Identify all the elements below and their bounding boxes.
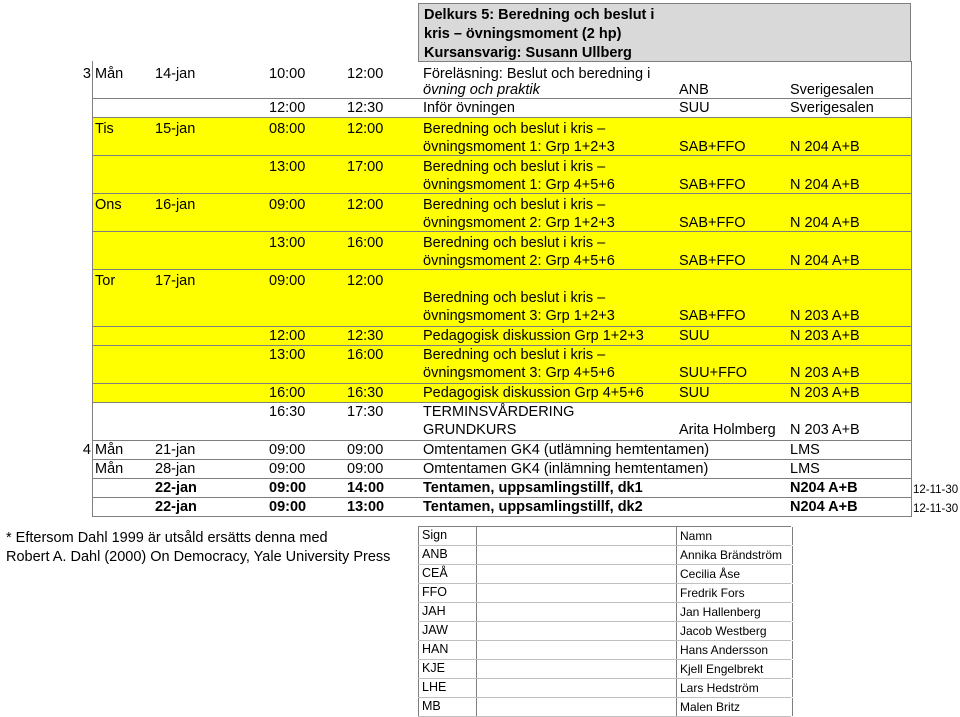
activity-line1: Inför övningen — [423, 100, 515, 116]
room-cell: LMS — [790, 442, 820, 458]
teacher-cell: Arita Holmberg — [679, 422, 776, 438]
legend-sign: CEÅ — [422, 566, 448, 580]
day-cell: Mån — [95, 66, 124, 82]
schedule-row — [92, 99, 912, 118]
legend-row — [418, 622, 791, 641]
activity-line1: Tentamen, uppsamlingstillf, dk1 — [423, 480, 643, 496]
legend-name: Fredrik Fors — [680, 586, 745, 600]
teacher-cell: SAB+FFO — [679, 139, 746, 155]
legend-sign: JAH — [422, 604, 446, 618]
activity-line2: övningsmoment 3: Grp 1+2+3 — [423, 308, 615, 324]
room-cell: Sverigesalen — [790, 82, 874, 98]
schedule-row — [92, 156, 912, 194]
legend-sign: HAN — [422, 642, 449, 656]
end-time: 12:30 — [347, 100, 384, 116]
activity-line1: Beredning och beslut i kris – — [423, 290, 606, 306]
activity-line2: övningsmoment 1: Grp 1+2+3 — [423, 139, 615, 155]
legend-row — [418, 546, 791, 565]
end-time: 12:00 — [347, 273, 384, 289]
legend-name: Jan Hallenberg — [680, 605, 761, 619]
start-time: 09:00 — [269, 273, 306, 289]
room-cell: N 204 A+B — [790, 139, 860, 155]
activity-line2: övningsmoment 2: Grp 1+2+3 — [423, 215, 615, 231]
end-time: 16:30 — [347, 385, 384, 401]
schedule-row — [92, 232, 912, 270]
schedule-row — [92, 118, 912, 156]
start-time: 13:00 — [269, 159, 306, 175]
legend-row — [418, 584, 791, 603]
schedule-row — [92, 498, 959, 517]
room-cell: N204 A+B — [790, 480, 858, 496]
activity-line1: Beredning och beslut i kris – — [423, 347, 606, 363]
footnote — [6, 529, 390, 567]
date-cell: 17-jan — [155, 273, 196, 289]
schedule-row — [92, 479, 959, 498]
start-time: 09:00 — [269, 480, 307, 496]
legend-name: Annika Brändström — [680, 548, 783, 562]
activity-line1: Pedagogisk diskussion Grp 4+5+6 — [423, 385, 644, 401]
end-time: 12:00 — [347, 197, 384, 213]
room-cell: N 203 A+B — [790, 308, 860, 324]
legend-header-row — [418, 527, 791, 546]
start-time: 09:00 — [269, 197, 306, 213]
start-time: 16:00 — [269, 385, 306, 401]
activity-line2: övning och praktik — [423, 82, 540, 98]
room-cell: N 203 A+B — [790, 328, 860, 344]
legend-row — [418, 698, 791, 717]
activity-line1: Beredning och beslut i kris – — [423, 197, 606, 213]
end-time: 09:00 — [347, 461, 384, 477]
activity-line2: GRUNDKURS — [423, 422, 517, 438]
room-cell: N 204 A+B — [790, 253, 860, 269]
legend-name-header: Namn — [680, 529, 713, 543]
end-time: 17:30 — [347, 404, 384, 420]
legend-name: Kjell Engelbrekt — [680, 662, 764, 676]
schedule-row — [92, 327, 912, 346]
activity-line1: Pedagogisk diskussion Grp 1+2+3 — [423, 328, 644, 344]
legend-row — [418, 641, 791, 660]
date-cell: 22-jan — [155, 480, 197, 496]
course-responsible: Kursansvarig: Susann Ullberg — [424, 45, 632, 61]
activity-line1: Tentamen, uppsamlingstillf, dk2 — [423, 499, 643, 515]
legend-sign: MB — [422, 699, 441, 713]
activity-line1: Beredning och beslut i kris – — [423, 159, 606, 175]
teacher-cell: SUU — [679, 328, 710, 344]
date-cell: 22-jan — [155, 499, 197, 515]
start-time: 13:00 — [269, 347, 306, 363]
footnote-line1: * Eftersom Dahl 1999 är utsåld ersätts denna med — [6, 530, 328, 546]
day-cell: Tis — [95, 121, 114, 137]
legend-sign: KJE — [422, 661, 445, 675]
end-time: 14:00 — [347, 480, 385, 496]
start-time: 09:00 — [269, 499, 307, 515]
legend-sign: JAW — [422, 623, 448, 637]
start-time: 08:00 — [269, 121, 306, 137]
teacher-cell: SUU — [679, 385, 710, 401]
day-cell: Mån — [95, 442, 124, 458]
start-time: 09:00 — [269, 461, 306, 477]
teacher-cell: SAB+FFO — [679, 215, 746, 231]
date-cell: 14-jan — [155, 66, 196, 82]
date-cell: 21-jan — [155, 442, 196, 458]
course-title: Delkurs 5: Beredning och beslut i — [424, 7, 655, 23]
teacher-cell: ANB — [679, 82, 709, 98]
start-time: 12:00 — [269, 328, 306, 344]
start-time: 12:00 — [269, 100, 306, 116]
note-date: 12-11-30 — [913, 484, 959, 496]
room-cell: N 203 A+B — [790, 385, 860, 401]
schedule-row — [92, 270, 912, 327]
room-cell: N 204 A+B — [790, 177, 860, 193]
start-time: 09:00 — [269, 442, 306, 458]
legend-row — [418, 603, 791, 622]
end-time: 12:30 — [347, 328, 384, 344]
activity-line2: övningsmoment 2: Grp 4+5+6 — [423, 253, 615, 269]
legend-name: Lars Hedström — [680, 681, 759, 695]
schedule-row — [82, 61, 912, 99]
legend-row — [418, 679, 791, 698]
end-time: 16:00 — [347, 235, 384, 251]
room-cell: N 203 A+B — [790, 365, 860, 381]
room-cell: N 204 A+B — [790, 215, 860, 231]
week-number: 3 — [82, 66, 91, 82]
legend-sign: LHE — [422, 680, 447, 694]
start-time: 10:00 — [269, 66, 306, 82]
teacher-cell: SUU — [679, 100, 710, 116]
end-time: 13:00 — [347, 499, 385, 515]
legend-sign: ANB — [422, 547, 448, 561]
schedule-row — [92, 346, 912, 384]
activity-line1: Beredning och beslut i kris – — [423, 121, 606, 137]
legend-row — [418, 660, 791, 679]
date-cell: 16-jan — [155, 197, 196, 213]
day-cell: Tor — [95, 273, 116, 289]
activity-line1: Föreläsning: Beslut och beredning i — [423, 66, 651, 82]
legend-sign-header: Sign — [422, 528, 448, 542]
schedule-row — [82, 441, 912, 460]
end-time: 12:00 — [347, 66, 384, 82]
teacher-cell: SAB+FFO — [679, 177, 746, 193]
legend-name: Jacob Westberg — [680, 624, 767, 638]
day-cell: Ons — [95, 197, 122, 213]
activity-line1: Beredning och beslut i kris – — [423, 235, 606, 251]
activity-line1: Omtentamen GK4 (utlämning hemtentamen) — [423, 442, 710, 458]
room-cell: N 203 A+B — [790, 422, 860, 438]
schedule-row — [92, 384, 912, 403]
room-cell: LMS — [790, 461, 820, 477]
teacher-legend — [418, 526, 791, 717]
legend-name: Hans Andersson — [680, 643, 769, 657]
room-cell: Sverigesalen — [790, 100, 874, 116]
activity-line1: Omtentamen GK4 (inlämning hemtentamen) — [423, 461, 709, 477]
schedule-row — [92, 403, 912, 441]
legend-sign: FFO — [422, 585, 447, 599]
start-time: 16:30 — [269, 404, 306, 420]
note-date: 12-11-30 — [913, 503, 959, 515]
footnote-line2: Robert A. Dahl (2000) On Democracy, Yale University Press — [6, 549, 391, 565]
legend-row — [418, 565, 791, 584]
end-time: 09:00 — [347, 442, 384, 458]
end-time: 16:00 — [347, 347, 384, 363]
header-blank-cell — [676, 3, 911, 62]
activity-line2: övningsmoment 3: Grp 4+5+6 — [423, 365, 615, 381]
legend-name: Cecilia Åse — [680, 567, 741, 581]
end-time: 17:00 — [347, 159, 384, 175]
start-time: 13:00 — [269, 235, 306, 251]
legend-name: Malen Britz — [680, 700, 741, 714]
day-cell: Mån — [95, 461, 124, 477]
end-time: 12:00 — [347, 121, 384, 137]
date-cell: 15-jan — [155, 121, 196, 137]
teacher-cell: SUU+FFO — [679, 365, 748, 381]
course-subtitle: kris – övningsmoment (2 hp) — [424, 26, 622, 42]
room-cell: N204 A+B — [790, 499, 858, 515]
activity-line1: TERMINSVÅRDERING — [423, 404, 575, 420]
schedule-row — [92, 460, 912, 479]
activity-line2: övningsmoment 1: Grp 4+5+6 — [423, 177, 615, 193]
week-number: 4 — [82, 442, 91, 458]
teacher-cell: SAB+FFO — [679, 308, 746, 324]
teacher-cell: SAB+FFO — [679, 253, 746, 269]
schedule-row — [92, 194, 912, 232]
date-cell: 28-jan — [155, 461, 196, 477]
